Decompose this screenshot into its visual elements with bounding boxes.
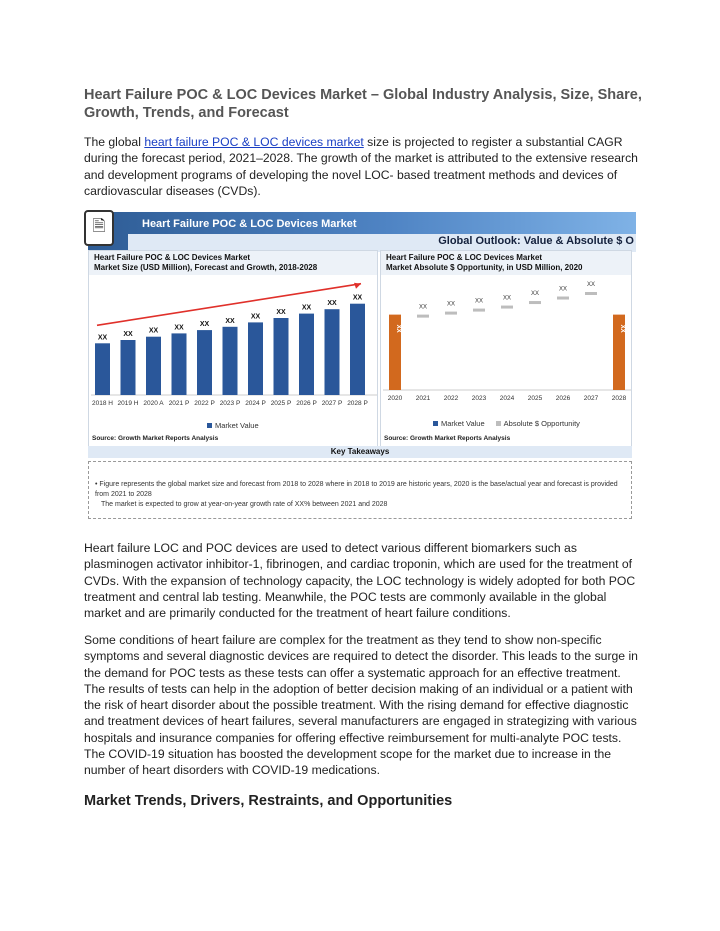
bar-data-label: XX (530, 291, 540, 298)
bar-2027-P (325, 309, 340, 395)
bar-data-label: XX (474, 298, 484, 305)
bar-2023-P (223, 327, 238, 395)
x-tick-label: 2025 (527, 395, 543, 402)
bar-data-label: XX (586, 281, 596, 288)
x-tick-label: 2022 P (194, 400, 215, 407)
absolute-opportunity-chart (381, 275, 633, 425)
x-tick-label: 2028 P (347, 400, 368, 407)
bar-2018-H (95, 343, 110, 395)
bar-data-label: XX (225, 317, 235, 325)
key-takeaways-title: Key Takeaways (88, 446, 632, 458)
absolute-opportunity-panel (380, 250, 632, 450)
bar-2026-P (299, 314, 314, 395)
bar-2025-P (274, 318, 289, 395)
bar-2020-A (146, 337, 161, 395)
x-tick-label: 2023 (471, 395, 487, 402)
x-tick-label: 2026 P (296, 400, 317, 407)
bar-data-label: XX (395, 324, 401, 333)
x-tick-label: 2025 P (270, 400, 292, 407)
x-tick-label: 2020 (387, 395, 403, 402)
x-tick-label: 2019 H (117, 400, 139, 407)
opportunity-swatch (496, 421, 501, 426)
bar-data-label: XX (352, 294, 363, 302)
market-link[interactable]: heart failure POC & LOC devices market (144, 135, 364, 149)
market-size-chart (89, 275, 379, 425)
bar-data-label: XX (418, 304, 428, 311)
bar-data-label: XX (276, 309, 286, 316)
bar-2019-H (121, 340, 136, 395)
x-tick-label: 2023 P (219, 400, 241, 407)
bar-data-label: XX (97, 334, 108, 342)
market-size-panel-header (89, 251, 377, 275)
bar-data-label: XX (199, 321, 210, 329)
x-tick-label: 2028 (611, 395, 627, 402)
right-panel-subtitle: Market Absolute $ Opportunity, in USD Million, 2020 (386, 263, 583, 272)
bar-2028-P (350, 304, 365, 395)
intro-text-after: size is projected to register a substantial CAGR during the forecast period, 2021–2028. The growth of the market is attributed to the extensive research and development programs of developing the novel LOC- based treatment methods and devices of cardiovascular diseases (CVDs). (84, 135, 638, 198)
left-source: Source: Growth Market Reports Analysis (92, 435, 219, 442)
left-panel-title: Heart Failure POC & LOC Devices Market (94, 253, 251, 262)
x-tick-label: 2024 P (245, 400, 266, 407)
right-legend-opportunity: Absolute $ Opportunity (503, 419, 580, 428)
bar-data-label: XX (148, 327, 159, 335)
absolute-opportunity-panel-header (381, 251, 631, 275)
left-legend (207, 421, 259, 430)
key-takeaways-box (88, 461, 632, 519)
section-subheading: Market Trends, Drivers, Restraints, and Opportunities (84, 793, 453, 809)
trend-arrow-head (354, 283, 361, 289)
bar-data-label: XX (502, 295, 512, 302)
takeaway-line-2: The market is expected to grow at year-on-year growth rate of XX% between 2021 and 2028 (101, 501, 388, 508)
market-value-swatch (207, 423, 212, 428)
banner-subtitle: Global Outlook: Value & Absolute $ O (438, 235, 634, 247)
infographic-banner (88, 212, 636, 252)
x-tick-label: 2027 (583, 395, 599, 402)
x-tick-label: 2022 (443, 395, 459, 402)
opportunity-bar-2024 (501, 306, 513, 309)
x-tick-label: 2021 (415, 395, 431, 402)
x-tick-label: 2020 A (143, 400, 164, 407)
opportunity-bar-2022 (445, 312, 457, 315)
bar-data-label: XX (558, 286, 568, 293)
bar-2024-P (248, 322, 263, 395)
opportunity-bar-2027 (585, 292, 597, 295)
bar-data-label: XX (301, 304, 312, 312)
takeaway-line-1: • Figure represents the global market size and forecast from 2018 to 2028 where in 2018 to 2019 are historic years, 2020 is the base/actual year and forecast is provided from 2021 to 2028 (95, 481, 618, 498)
right-panel-title: Heart Failure POC & LOC Devices Market (386, 253, 543, 262)
paragraph-conditions: Some conditions of heart failure are complex for the treatment as they tend to show non-specific symptoms and several diagnostic devices are required to detect the disorder. This leads to the surge in the demand for POC tests as these tests can offer a systematic approach for an effective treatment. The results of tests can help in the adoption of better decision making of an individual or a patient with the risk of heart disorder about the possible treatment. With the rising demand for effective diagnostic and treatment devices of heart failures, several manufacturers are engaged in strategizing with various hospitals and insurance companies for offering effective reimbursement for multi-analyte POC tests. The COVID-19 situation has boosted the development scope for the market due to increase in the number of heart disorders with COVID-19 medications. (84, 633, 638, 778)
paragraph-biomarkers: Heart failure LOC and POC devices are used to detect various different biomarkers such as plasminogen activator inhibitor-1, fibrinogen, and cardiac troponin, which are used for the treatment of CVDs. With the expansion of technology capacity, the LOC technology is widely adopted for both POC treatment and central lab testing. Meanwhile, the POC tests are commonly available in the global market and are primarily conducted for the treatment of heart failure conditions. (84, 541, 636, 621)
market-infographic (84, 210, 636, 522)
bar-data-label: XX (327, 300, 337, 308)
bar-2021-P (172, 333, 187, 395)
bar-data-label: XX (123, 331, 133, 338)
x-tick-label: 2024 (499, 395, 515, 402)
bar-data-label: XX (250, 313, 261, 321)
x-tick-label: 2027 P (321, 400, 343, 407)
right-source: Source: Growth Market Reports Analysis (384, 435, 511, 442)
bar-2022-P (197, 330, 212, 395)
x-tick-label: 2026 (555, 395, 571, 402)
bar-data-label: XX (174, 324, 184, 332)
opportunity-bar-2025 (529, 301, 541, 304)
left-panel-subtitle: Market Size (USD Million), Forecast and Growth, 2018-2028 (94, 263, 318, 272)
bar-data-label: XX (446, 301, 456, 308)
right-legend-value: Market Value (441, 419, 485, 428)
x-tick-label: 2018 H (92, 400, 113, 407)
market-size-panel (88, 250, 378, 450)
right-legend (433, 419, 580, 428)
intro-text-before: The global (84, 135, 145, 149)
opportunity-bar-2026 (557, 297, 569, 300)
x-tick-label: 2021 P (168, 400, 190, 407)
document-icon: 🗎 (84, 210, 114, 246)
intro-paragraph (84, 134, 640, 199)
opportunity-bar-2023 (473, 309, 485, 312)
right-market-value-swatch (433, 421, 438, 426)
bar-data-label: XX (619, 324, 625, 333)
article-heading: Heart Failure POC & LOC Devices Market – Global Industry Analysis, Size, Share, Growth, Trends, and Forecast (84, 87, 642, 121)
banner-title: Heart Failure POC & LOC Devices Market (142, 218, 357, 230)
opportunity-bar-2021 (417, 315, 429, 318)
left-legend-label: Market Value (215, 421, 259, 430)
